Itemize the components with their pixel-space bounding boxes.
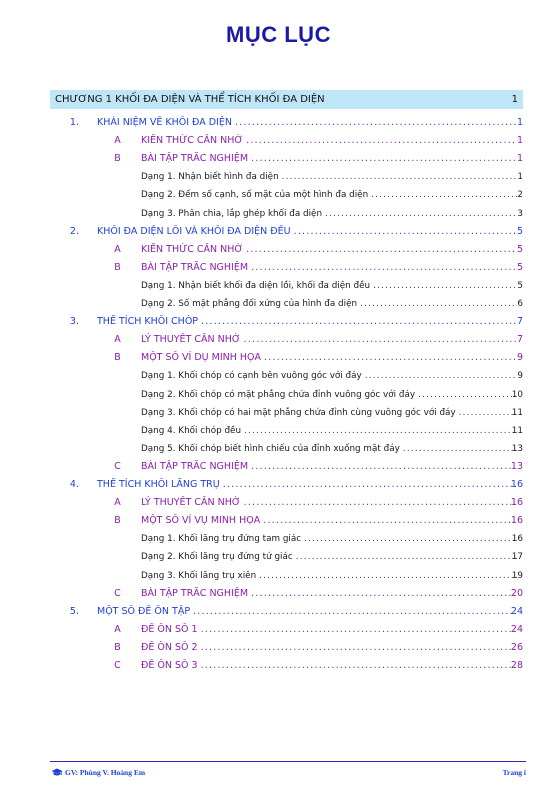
toc-entry-title: MỘT SỐ ĐỀ ÔN TẬP <box>97 605 191 617</box>
toc-dot-leader <box>246 243 517 257</box>
toc-entry[interactable] <box>0 659 557 673</box>
toc-entry-text <box>141 569 520 583</box>
toc-entry-title: Dạng 5. Khối chóp biết hình chiếu của đỉnh xuống mặt đáy <box>141 443 400 454</box>
toc-dot-leader <box>304 532 517 546</box>
toc-dot-leader <box>244 424 517 438</box>
toc-entry-page: 13 <box>510 460 523 472</box>
page-title: MỤC LỤC <box>226 22 331 47</box>
toc-entry[interactable] <box>0 188 557 202</box>
toc-entry-text <box>97 605 520 619</box>
toc-entry-title: ĐỀ ÔN SỐ 2 <box>141 641 198 653</box>
toc-entry-page: 28 <box>510 660 523 671</box>
footer-divider <box>50 761 526 762</box>
toc-entry-text <box>141 641 520 655</box>
toc-entry[interactable] <box>0 388 557 402</box>
toc-entry-text <box>141 532 520 546</box>
toc-entry[interactable] <box>0 369 557 383</box>
toc-entry-text <box>141 514 520 528</box>
toc-entry-number: A <box>114 334 121 346</box>
toc-entry-page: 24 <box>510 623 523 635</box>
toc-entry-text <box>141 424 520 438</box>
toc-entry[interactable] <box>0 623 557 637</box>
footer-author-name: GV: Phùng V. Hoàng Em <box>65 768 146 777</box>
toc-entry[interactable] <box>0 315 557 329</box>
toc-entry-text <box>141 297 520 311</box>
toc-chapter-row[interactable] <box>50 90 523 109</box>
toc-entry-page: 1 <box>516 117 523 128</box>
graduation-cap-icon <box>51 768 63 777</box>
toc-entry-page: 13 <box>511 443 523 454</box>
toc-entry-text <box>97 478 520 492</box>
toc-entry[interactable] <box>0 243 557 257</box>
toc-entry-number: 5. <box>69 605 79 617</box>
toc-entry-title: THỂ TÍCH KHỐI LĂNG TRỤ <box>97 479 220 490</box>
toc-entry-title: Dạng 2. Đếm số cạnh, số mặt của một hình đa diện <box>141 190 369 201</box>
toc-entry[interactable] <box>0 550 557 564</box>
toc-entry-title: Dạng 2. Khối lăng trụ đứng tứ giác <box>141 552 293 563</box>
toc-entry[interactable] <box>0 225 557 239</box>
toc-entry-title: Dạng 1. Khối lăng trụ đứng tam giác <box>141 534 302 545</box>
toc-entry[interactable] <box>0 406 557 420</box>
toc-entry[interactable] <box>0 587 557 601</box>
toc-entry[interactable] <box>0 514 557 528</box>
toc-entry-page: 1 <box>516 135 523 147</box>
toc-entry-number: A <box>114 623 121 635</box>
toc-dot-leader <box>223 478 517 492</box>
toc-entry-title: Dạng 1. Nhận biết khối đa diện lồi, khối đa diện đều <box>141 280 371 291</box>
toc-dot-leader <box>201 623 517 637</box>
toc-entry-text <box>141 279 520 293</box>
toc-dot-leader <box>251 261 517 275</box>
toc-entry-page: 19 <box>511 570 523 581</box>
toc-entry-page: 10 <box>511 389 523 400</box>
toc-entry-title: KIẾN THỨC CẦN NHỚ <box>141 243 244 255</box>
toc-entry-page: 1 <box>517 172 523 183</box>
toc-entry-page: 16 <box>510 479 523 490</box>
toc-entry-page: 7 <box>516 316 523 328</box>
toc-entry-title: Dạng 2. Khối chóp có mặt phẳng chứa đỉnh vuông góc với đáy <box>141 389 416 400</box>
toc-entry[interactable] <box>0 532 557 546</box>
toc-entry[interactable] <box>0 279 557 293</box>
toc-entry[interactable] <box>0 134 557 148</box>
toc-entry-title: BÀI TẬP TRẮC NGHIỆM <box>141 261 249 273</box>
toc-entry[interactable] <box>0 569 557 583</box>
toc-entry-title: Dạng 4. Khối chóp đều <box>141 425 242 436</box>
chapter-page-number: 1 <box>511 94 518 105</box>
footer-author <box>51 768 145 777</box>
toc-entry-page: 16 <box>510 497 523 509</box>
toc-entry-title: MỘT SỐ VÍ DỤ MINH HỌA <box>141 352 262 364</box>
toc-entry-text <box>141 369 520 383</box>
toc-entry-title: LÝ THUYẾT CẦN NHỚ <box>141 334 241 346</box>
toc-entry[interactable] <box>0 152 557 166</box>
toc-dot-leader <box>259 569 517 583</box>
toc-entry-number: B <box>114 515 121 527</box>
toc-entry-number: 2. <box>69 225 79 237</box>
toc-entry-title: MỘT SỐ VÍ VỤ MINH HỌA <box>141 515 261 527</box>
toc-entry-number: A <box>114 243 121 255</box>
toc-entry-text <box>141 496 520 510</box>
toc-entry[interactable] <box>0 351 557 365</box>
toc-entry-title: ĐỀ ÔN SỐ 1 <box>141 623 198 635</box>
toc-dot-leader <box>296 550 517 564</box>
toc-entry-page: 5 <box>516 225 523 237</box>
toc-entry-page: 5 <box>516 243 523 255</box>
toc-entry-page: 7 <box>516 334 523 346</box>
toc-entry-title: KIẾN THỨC CẦN NHỚ <box>141 135 244 147</box>
toc-entry-title: Dạng 1. Nhận biết hình đa diện <box>141 172 279 183</box>
toc-entry-text <box>141 351 520 365</box>
toc-entry-number: B <box>114 641 121 653</box>
toc-entry-page: 11 <box>511 407 523 418</box>
toc-entry-number: C <box>114 460 121 472</box>
toc-dot-leader <box>294 225 517 239</box>
toc-entry-number: A <box>114 135 121 147</box>
toc-dot-leader <box>251 460 517 474</box>
toc-entry-text <box>141 207 520 221</box>
toc-entry-title: KHỐI ĐA DIỆN LỒI VÀ KHỐI ĐA DIỆN ĐỀU <box>97 225 291 237</box>
toc-entry[interactable] <box>0 207 557 221</box>
toc-entry[interactable] <box>0 424 557 438</box>
toc-entry[interactable] <box>0 605 557 619</box>
toc-entry-text <box>141 587 520 601</box>
toc-entry-text <box>141 550 520 564</box>
toc-entry-page: 24 <box>510 605 523 617</box>
toc-entry-page: 9 <box>516 352 523 364</box>
toc-entry[interactable] <box>0 297 557 311</box>
toc-entry-text <box>141 460 520 474</box>
chapter-title: CHƯƠNG 1 KHỐI ĐA DIỆN VÀ THỂ TÍCH KHỐI ĐA DIỆN <box>55 94 325 105</box>
toc-dot-leader <box>251 587 517 601</box>
toc-entry-number: A <box>114 497 121 509</box>
toc-entry-page: 5 <box>517 280 523 291</box>
toc-dot-leader <box>193 605 517 619</box>
toc-entry-text <box>141 261 520 275</box>
toc-entry-number: C <box>114 587 121 599</box>
toc-entry-title: ĐỀ ÔN SỐ 3 <box>141 660 198 671</box>
toc-entry-text <box>141 333 520 347</box>
toc-entry[interactable] <box>0 116 557 130</box>
toc-dot-leader <box>201 315 517 329</box>
toc-entry-text <box>97 315 520 329</box>
toc-entry-title: THỂ TÍCH KHỐI CHÓP <box>97 316 199 328</box>
toc-entry[interactable] <box>0 261 557 275</box>
toc-dot-leader <box>282 170 517 184</box>
toc-entry[interactable] <box>0 170 557 184</box>
toc-entry-page: 17 <box>511 552 523 563</box>
toc-entry-text <box>141 623 520 637</box>
toc-dot-leader <box>263 514 517 528</box>
toc-entry-number: 4. <box>69 479 79 490</box>
toc-entry-text <box>97 116 520 130</box>
toc-dot-leader <box>201 659 517 673</box>
toc-entry-text <box>97 225 520 239</box>
toc-entry-title: LÝ THUYẾT CẦN NHỚ <box>141 497 241 509</box>
toc-entry-title: BÀI TẬP TRẮC NGHIỆM <box>141 587 249 599</box>
toc-entry[interactable] <box>0 641 557 655</box>
toc-entry-page: 20 <box>510 587 523 599</box>
footer-page-label: Trang i <box>502 768 526 777</box>
toc-entry-page: 9 <box>517 371 523 382</box>
toc-entry-page: 6 <box>517 299 523 309</box>
toc-entry-title: Dạng 3. Phân chia, lắp ghép khối đa diện <box>141 208 323 219</box>
toc-entry-text <box>141 406 520 420</box>
toc-entry-title: BÀI TẬP TRẮC NGHIỆM <box>141 460 249 472</box>
toc-entry-title: Dạng 1. Khối chóp có cạnh bên vuông góc với đáy <box>141 371 362 382</box>
toc-entry[interactable] <box>0 478 557 492</box>
toc-dot-leader <box>235 116 517 130</box>
toc-entry-text <box>141 188 520 202</box>
toc-entry-text <box>141 134 520 148</box>
toc-entry-page: 2 <box>517 190 523 201</box>
toc-entry-page: 16 <box>510 515 523 527</box>
toc-entry-title: BÀI TẬP TRẮC NGHIỆM <box>141 153 249 165</box>
toc-entry-number: B <box>114 352 121 364</box>
toc-dot-leader <box>201 641 517 655</box>
toc-entry-page: 1 <box>516 153 523 165</box>
toc-entry-page: 5 <box>516 261 523 273</box>
toc-entry-title: Dạng 2. Số mặt phẳng đối xứng của hình đa diện <box>141 299 358 309</box>
toc-entry-text <box>141 659 520 673</box>
toc-entry-text <box>141 442 520 456</box>
toc-entry[interactable] <box>0 496 557 510</box>
toc-entry-title: Dạng 3. Khối lăng trụ xiên <box>141 570 257 581</box>
toc-entry-number: 3. <box>69 316 79 328</box>
toc-entry-number: 1. <box>69 117 79 128</box>
toc-entry-text <box>141 152 520 166</box>
toc-entry-text <box>141 243 520 257</box>
toc-dot-leader <box>325 207 517 221</box>
toc-entry-text <box>141 388 520 402</box>
toc-dot-leader <box>244 333 517 347</box>
toc-dot-leader <box>264 351 517 365</box>
toc-entry-number: B <box>114 153 121 165</box>
toc-entry-page: 26 <box>510 641 523 653</box>
toc-entry[interactable] <box>0 460 557 474</box>
toc-dot-leader <box>244 496 517 510</box>
toc-entry[interactable] <box>0 333 557 347</box>
toc-entry-page: 16 <box>511 534 523 545</box>
toc-entry-title: KHÁI NIỆM VỀ KHỐI ĐA DIỆN <box>97 117 232 128</box>
toc-entry-page: 11 <box>511 425 523 436</box>
toc-entry-number: B <box>114 261 121 273</box>
toc-entry-number: C <box>114 660 121 671</box>
toc-dot-leader <box>246 134 517 148</box>
toc-entry-text <box>141 170 520 184</box>
toc-entry[interactable] <box>0 442 557 456</box>
toc-entry-title: Dạng 3. Khối chóp có hai mặt phẳng chứa đỉnh cùng vuông góc với đáy <box>141 407 456 418</box>
toc-dot-leader <box>251 152 517 166</box>
toc-entry-page: 3 <box>517 208 523 219</box>
